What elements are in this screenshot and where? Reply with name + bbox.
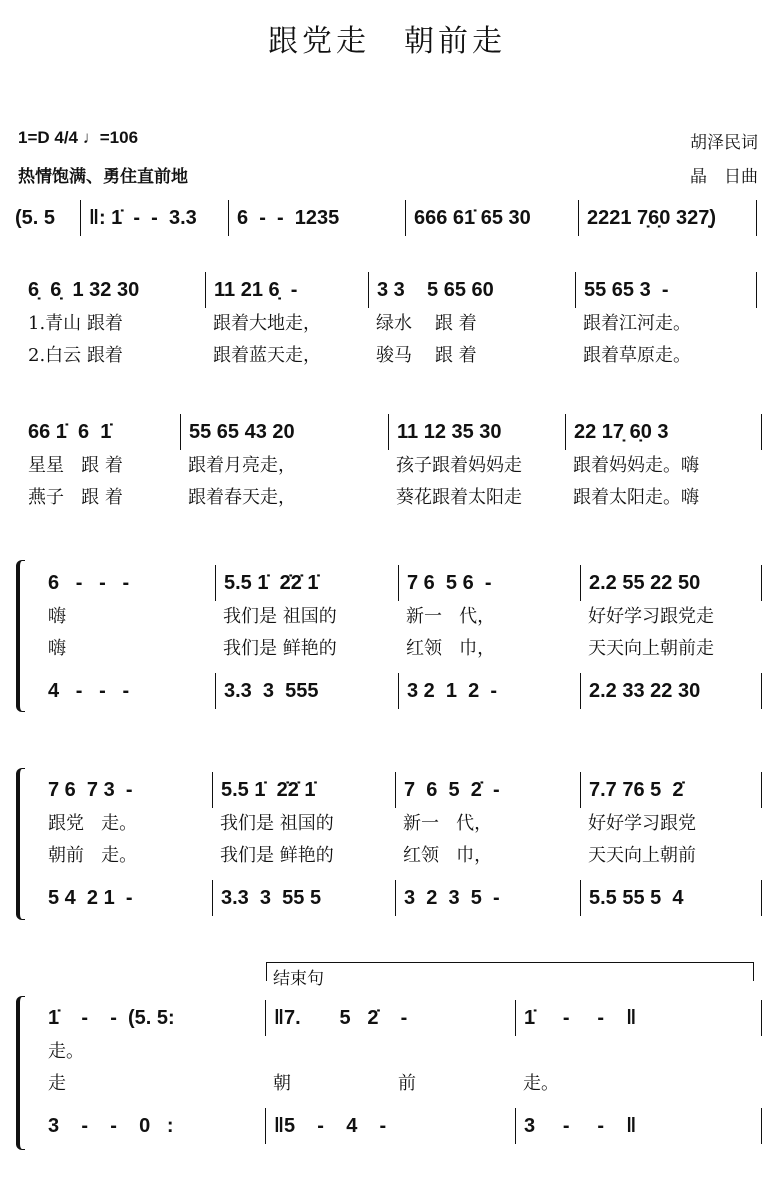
lyric-segment: 我们是 鲜艳的: [223, 638, 337, 659]
measure: 3.3 3 555: [215, 673, 398, 709]
lyric-segment: 2.白云 跟着: [28, 345, 123, 366]
lyric-segment: 跟着太阳走。嗨: [573, 487, 699, 508]
melody-row: [40, 565, 762, 601]
melody-row: [20, 414, 762, 450]
score-system: [20, 272, 757, 372]
ending-bracket: [266, 962, 754, 989]
measure: 4 - - -: [48, 680, 130, 702]
lyric-segment: 跟着江河走。: [583, 313, 691, 334]
lyrics-row-verse2: [20, 340, 757, 372]
ending-label: 结束句: [273, 969, 324, 989]
measure: 66 1̇ 6 1̇: [28, 421, 112, 443]
measure: 3 2 1 2 -: [398, 673, 580, 709]
lyric-segment: 好好学习跟党走: [588, 606, 714, 627]
measure: ‖5 - 4 -: [265, 1108, 515, 1144]
lyric-segment: 跟着大地走，: [213, 313, 321, 334]
lyrics-row-verse1: [40, 808, 762, 840]
system-brace: [16, 996, 25, 1150]
system-brace: [16, 560, 25, 712]
lyric-segment: 前: [398, 1073, 416, 1094]
lyric-segment: 朝: [273, 1073, 291, 1094]
melody-row: [15, 200, 757, 236]
measure: (5. 5: [15, 207, 56, 229]
lyrics-row-verse2: [40, 633, 762, 665]
lyrics-row-verse2: [40, 840, 762, 872]
measure: 2221 7̣6̣0 327̣): [578, 200, 757, 236]
measure: 5.5 55 5 4: [580, 880, 762, 916]
score-system: [40, 1000, 762, 1144]
lyric-segment: 走。: [48, 1041, 84, 1062]
measure: 2.2 33 22 30: [580, 673, 762, 709]
lyric-segment: 跟着蓝天走，: [213, 345, 321, 366]
lyric-segment: 朝前 走。: [48, 845, 138, 866]
lyric-segment: 我们是 祖国的: [220, 813, 334, 834]
measure: 7 6 5 2̇ -: [395, 772, 580, 808]
measure: 55 65 3 -: [575, 272, 757, 308]
score-system: [40, 772, 762, 916]
lyric-segment: 骏马 跟 着: [376, 345, 477, 366]
lyrics-row-verse2: [20, 482, 762, 514]
measure: 6 - - -: [48, 572, 130, 594]
measure: 3 3 5 65 60: [368, 272, 575, 308]
lyric-segment: 1.青山 跟着: [28, 313, 123, 334]
measure: 11 12 35 30: [388, 414, 565, 450]
lyric-segment: 好好学习跟党: [588, 813, 696, 834]
measure: 22 17̣ 6̣0 3: [565, 414, 762, 450]
lyrics-row-verse1: [40, 601, 762, 633]
lyric-segment: 嗨: [48, 606, 66, 627]
harmony-row: [40, 1108, 762, 1144]
lyrics-row-verse1: [40, 1036, 762, 1068]
measure: 55 65 43 20: [180, 414, 388, 450]
lyrics-row-verse1: [20, 308, 757, 340]
measure: 7.7 76 5 2̇: [580, 772, 762, 808]
lyric-segment: 红领 巾，: [406, 638, 496, 659]
measure: 666 61̇ 65 30: [405, 200, 578, 236]
measure: 2.2 55 22 50: [580, 565, 762, 601]
lyric-segment: 走: [48, 1073, 66, 1094]
measure: 3.3 3 55 5: [212, 880, 395, 916]
composer-credit: 晶 日曲: [690, 167, 758, 187]
lyric-segment: 嗨: [48, 638, 66, 659]
lyric-segment: 天天向上朝前: [588, 845, 696, 866]
measure: 6̣ 6̣ 1 32 30: [28, 279, 140, 301]
lyric-segment: 跟着月亮走，: [188, 455, 296, 476]
expression-marking: 热情饱满、勇住直前地: [18, 167, 188, 186]
lyric-segment: 我们是 鲜艳的: [220, 845, 334, 866]
lyric-segment: 葵花跟着太阳走: [396, 487, 522, 508]
measure: 3 - - ‖: [515, 1108, 762, 1144]
measure: 3 2 3 5 -: [395, 880, 580, 916]
score-system: [20, 414, 762, 514]
lyrics-row-verse2: [40, 1068, 762, 1100]
lyric-segment: 跟党 走。: [48, 813, 138, 834]
song-title: 跟党走 朝前走: [268, 24, 506, 59]
lyric-segment: 跟着草原走。: [583, 345, 691, 366]
melody-row: [40, 772, 762, 808]
lyric-segment: 走。: [523, 1073, 559, 1094]
measure: 11 21 6̣ -: [205, 272, 368, 308]
lyric-segment: 孩子跟着妈妈走: [396, 455, 522, 476]
measure: 1̇ - - ‖: [515, 1000, 762, 1036]
measure: 1̇ - - (5. 5:: [48, 1007, 175, 1029]
lyric-segment: 跟着妈妈走。嗨: [573, 455, 699, 476]
measure: ‖: 1̇ - - 3.3: [80, 200, 228, 236]
lyric-segment: 星星 跟 着: [28, 455, 123, 476]
measure: 7 6 7 3 -: [48, 779, 133, 801]
lyric-segment: 我们是 祖国的: [223, 606, 337, 627]
lyric-segment: 新一 代，: [403, 813, 493, 834]
melody-row: [20, 272, 757, 308]
key-tempo: 1=D 4/4 ♩=106: [18, 128, 139, 147]
system-brace: [16, 768, 25, 920]
score-system: [40, 565, 762, 709]
lyric-segment: 红领 巾，: [403, 845, 493, 866]
measure: 5 4 2 1 -: [48, 887, 133, 909]
measure: 5.5 1̇ 2̇2̇ 1̇: [212, 772, 395, 808]
harmony-row: [40, 673, 762, 709]
lyrics-row-verse1: [20, 450, 762, 482]
lyric-segment: 燕子 跟 着: [28, 487, 123, 508]
lyricist-credit: 胡泽民词: [690, 133, 758, 153]
lyric-segment: 新一 代，: [406, 606, 496, 627]
lyric-segment: 绿水 跟 着: [376, 313, 477, 334]
measure: 7 6 5 6 -: [398, 565, 580, 601]
measure: 3 - - 0 :: [48, 1115, 174, 1137]
lyric-segment: 跟着春天走，: [188, 487, 296, 508]
measure: 6 - - 1235: [228, 200, 405, 236]
harmony-row: [40, 880, 762, 916]
measure: ‖7. 5 2̇ -: [265, 1000, 515, 1036]
lyric-segment: 天天向上朝前走: [588, 638, 714, 659]
measure: 5.5 1̇ 2̇2̇ 1̇: [215, 565, 398, 601]
score-system: [15, 200, 757, 236]
melody-row: [40, 1000, 762, 1036]
